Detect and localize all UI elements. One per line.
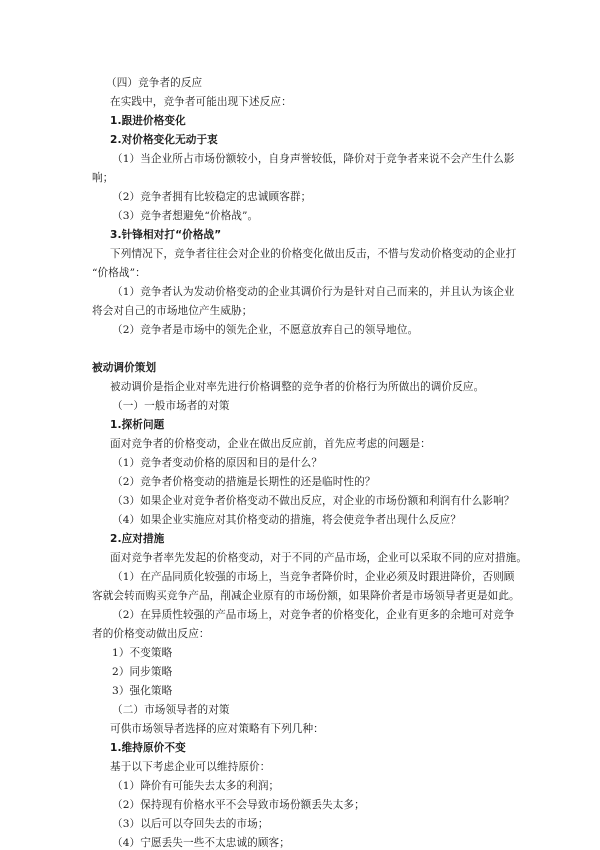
paragraph: 下列情况下，竞争者往往会对企业的价格变化做出反击，不惜与发动价格变动的企业打	[110, 248, 517, 260]
paragraph: （1）竞争者认为发动价格变动的企业其调价行为是针对自己而来的，并且认为该企业	[112, 286, 515, 298]
list-item: 1）不变策略	[112, 647, 173, 659]
subsection-heading: （二）市场领导者的对策	[112, 704, 230, 716]
list-item: 2）同步策略	[112, 666, 173, 678]
paragraph: 在实践中，竞争者可能出现下述反应：	[110, 96, 292, 108]
paragraph: 面对竞争者的价格变动，企业在做出反应前，首先应考虑的问题是：	[110, 438, 431, 450]
list-item: （4）如果企业实施应对其价格变动的措施，将会使竞争者出现什么反应？	[112, 514, 462, 526]
list-item: （4）宁愿丢失一些不太忠诚的顾客；	[112, 837, 290, 849]
paragraph: 基于以下考虑企业可以维持原价：	[110, 761, 271, 773]
list-item: （3）以后可以夺回失去的市场；	[112, 818, 269, 830]
section-heading-competitor-reaction: （四）竞争者的反应	[106, 77, 203, 89]
list-item: （3）如果企业对竞争者价格变动不做出反应，对企业的市场份额和利润有什么影响？	[112, 495, 515, 507]
paragraph: 被动调价是指企业对率先进行价格调整的竞争者的价格行为所做出的调价反应。	[110, 381, 485, 393]
paragraph: 可供市场领导者选择的应对策略有下列几种：	[110, 723, 324, 735]
paragraph: 客就会转而购买竞争产品，削减企业原有的市场份额，如果降价者是市场领导者更是如此。	[92, 590, 520, 602]
subheading: 1.维持原价不变	[110, 742, 186, 754]
list-item: （2）竞争者是市场中的领先企业，不愿意放弃自己的领导地位。	[112, 324, 419, 336]
paragraph: 者的价格变动做出反应：	[92, 628, 210, 640]
subheading: 1.探析问题	[110, 419, 165, 431]
list-item: （1）竞争者变动价格的原因和目的是什么？	[112, 457, 323, 469]
list-item: （2）保持现有价格水平不会导致市场份额丢失太多；	[112, 799, 365, 811]
list-item: （2）竞争者价格变动的措施是长期性的还是临时性的？	[112, 476, 376, 488]
list-item: 3）强化策略	[112, 685, 173, 697]
paragraph: “价格战”：	[92, 267, 146, 279]
section-title: 被动调价策划	[92, 362, 157, 374]
list-item: （2）竞争者拥有比较稳定的忠诚顾客群；	[112, 191, 312, 203]
subheading: 1.跟进价格变化	[110, 115, 186, 127]
subheading: 2.应对措施	[110, 533, 165, 545]
subheading: 2.对价格变化无动于衷	[110, 134, 218, 146]
list-item: （1）降价有可能失去太多的利润；	[112, 780, 280, 792]
paragraph: 将会对自己的市场地位产生威胁；	[92, 305, 253, 317]
paragraph: （1）在产品同质化较强的市场上，当竞争者降价时，企业必须及时跟进降价，否则顾	[112, 571, 515, 583]
paragraph: （1）当企业所占市场份额较小，自身声誉较低，降价对于竞争者来说不会产生什么影	[112, 153, 515, 165]
paragraph: （2）在异质性较强的产品市场上，对竞争者的价格变化，企业有更多的余地可对竞争	[112, 609, 515, 621]
paragraph: 面对竞争者率先发起的价格变动，对于不同的产品市场，企业可以采取不同的应对措施。	[110, 552, 528, 564]
list-item: （3）竞争者想避免“价格战”。	[112, 210, 259, 222]
paragraph: 响；	[92, 172, 114, 184]
subheading: 3.针锋相对打“价格战”	[110, 229, 222, 241]
subsection-heading: （一）一般市场者的对策	[112, 400, 230, 412]
